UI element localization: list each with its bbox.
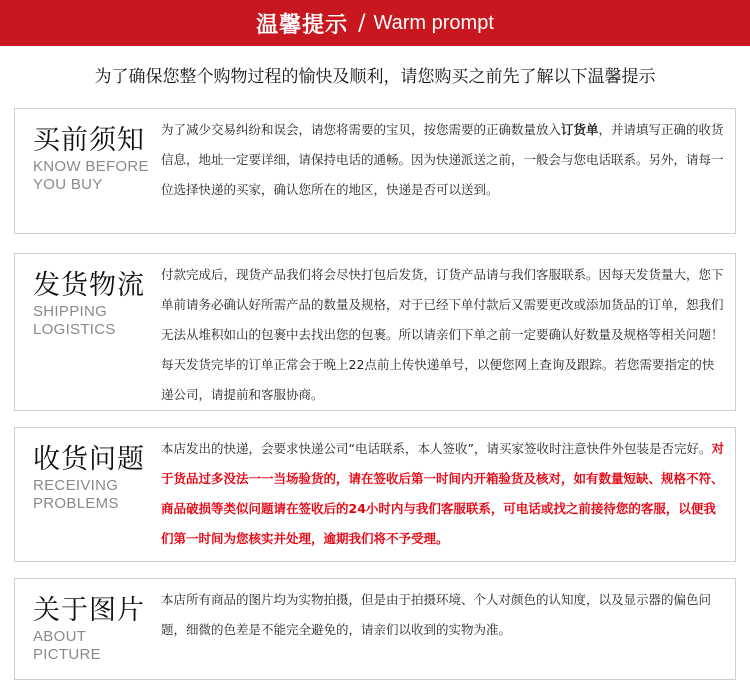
section-title-en-line1: SHIPPING [33,303,108,320]
section-text-bold: 订货单 [561,122,599,137]
section-body: 本店所有商品的图片均为实物拍摄，但是由于拍摄环境、个人对颜色的认知度，以及显示器的偏色问题，细微的色差是不能完全避免的，请亲们以收到的实物为准。 [161,592,712,637]
section-text-highlight: 对于货品过多没法一一当场验货的，请在签收后第一时间内开箱验货及核对，如有数量短缺、规格不符、商品破损等类似问题请在签收后的24小时内与我们客服联系，可电话或找之前接待您的客服，以便我们第一时间为您核实并处理，逾期我们将不予受理。 [161,441,724,546]
section-title-en-line1: ABOUT [33,628,87,645]
section-title-en-line2: YOU BUY [33,176,103,193]
section-heading [33,444,163,512]
section-title-cn: 收货问题 [33,444,145,475]
page-subtitle: 为了确保您整个购物过程的愉快及顺利，请您购买之前先了解以下温馨提示 [94,67,656,87]
section-receiving-problems [14,427,736,562]
section-title-en-line1: KNOW BEFORE [33,158,149,175]
section-text: ，并请填写正确的收货信息，地址一定要详细，请保持电话的通畅。因为快递派送之前，一般会与您电话联系。另外，请每一位选择快递的买家，确认您所在的地区，快递是否可以送到。 [161,122,724,197]
section-shipping-logistics [14,253,736,411]
section-title-en-line2: PICTURE [33,646,101,663]
section-title-cn: 发货物流 [33,270,145,301]
header-title-en: Warm prompt [373,11,494,34]
section-body [161,434,726,554]
section-body: 付款完成后，现货产品我们将会尽快打包后发货，订货产品请与我们客服联系。因每天发货量大，您下单前请务必确认好所需产品的数量及规格，对于已经下单付款后又需要更改或添加货品的订单，恕我们无法从堆积如山的包裹中去找出您的包裹。所以请亲们下单之前一定要确认好数量及规格等相关问题！每天发货完毕的订单正常会于晚上22点前上传快递单号，以便您网上查询及跟踪。若您需要指定的快递公司，请提前和客服协商。 [161,267,724,402]
section-know-before-you-buy [14,108,736,234]
section-title-cn: 买前须知 [33,125,145,156]
section-about-picture [14,578,736,680]
section-heading [33,270,163,338]
section-text: 本店发出的快递，会要求快递公司“电话联系，本人签收”，请买家签收时注意快件外包装是否完好。 [161,441,712,456]
section-title-en-line2: LOGISTICS [33,321,116,338]
section-heading [33,125,163,193]
section-heading [33,595,163,663]
section-title-en-line1: RECEIVING [33,477,119,494]
section-text: 为了减少交易纠纷和误会，请您将需要的宝贝，按您需要的正确数量放入 [161,122,562,137]
header-title-cn: 温馨提示 [256,12,349,38]
section-title-cn: 关于图片 [33,595,145,626]
section-title-en-line2: PROBLEMS [33,495,119,512]
header-separator: / [358,10,366,36]
header-bar [0,0,750,46]
section-body [161,115,726,205]
